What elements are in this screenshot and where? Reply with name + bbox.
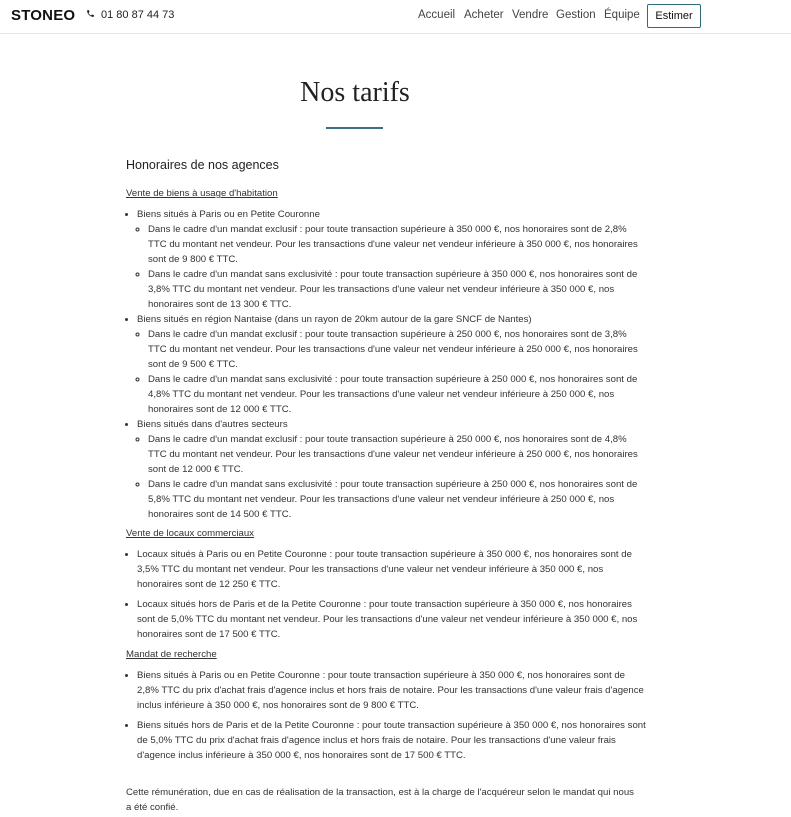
nav-acheter[interactable]: Acheter — [464, 9, 504, 21]
recherche-heading: Mandat de recherche — [126, 649, 217, 660]
nav-equipe[interactable]: Équipe — [604, 9, 640, 21]
group-label: Biens situés dans d'autres secteurs — [137, 419, 288, 430]
commerciaux-list — [137, 547, 646, 642]
list-item: ◦ Dans le cadre d'un mandat exclusif : pour toute transaction supérieure à 250 000 €, nos honoraires sont de 3,8% TTC du montant net vendeur. Pour les transactions d'une valeur net vendeur inférieure à 250 000 €, nos honoraires sont de 9 500 € TTC. — [148, 327, 646, 372]
nav-vendre[interactable]: Vendre — [512, 9, 549, 21]
commerciaux-heading: Vente de locaux commerciaux — [126, 528, 254, 539]
list-item: ◦ Dans le cadre d'un mandat exclusif : pour toute transaction supérieure à 350 000 €, nos honoraires sont de 2,8% TTC du montant net vendeur. Pour les transactions d'une valeur net vendeur inférieure à 350 000 €, nos honoraires sont de 9 800 € TTC. — [148, 222, 646, 267]
site-header — [0, 0, 791, 34]
list-item: • Locaux situés à Paris ou en Petite Couronne : pour toute transaction supérieure à 350 000 €, nos honoraires sont de 3,5% TTC du montant net vendeur. Pour les transactions d'une valeur net vendeur inférieure à 350 000 €, nos honoraires sont de 12 250 € TTC. — [137, 547, 646, 592]
page-title: Nos tarifs — [300, 77, 410, 108]
list-item — [137, 417, 646, 522]
habitation-heading: Vente de biens à usage d'habitation — [126, 188, 278, 199]
footer-note: Cette rémunération, due en cas de réalisation de la transaction, est à la charge de l'acquéreur selon le mandat qui nous a été confié. — [126, 787, 634, 813]
section-title: Honoraires de nos agences — [126, 158, 279, 172]
group-label: Biens situés en région Nantaise (dans un rayon de 20km autour de la gare SNCF de Nantes) — [137, 314, 532, 325]
recherche-list — [137, 668, 646, 763]
list-item: ◦ Dans le cadre d'un mandat sans exclusivité : pour toute transaction supérieure à 250 000 €, nos honoraires sont de 4,8% TTC du montant net vendeur. Pour les transactions d'une valeur net vendeur inférieure à 250 000 €, nos honoraires sont de 12 000 € TTC. — [148, 372, 646, 417]
estimer-button[interactable]: Estimer — [647, 4, 701, 28]
list-item: ◦ Dans le cadre d'un mandat sans exclusivité : pour toute transaction supérieure à 350 000 €, nos honoraires sont de 3,8% TTC du montant net vendeur. Pour les transactions d'une valeur net vendeur inférieure à 350 000 €, nos honoraires sont de 13 300 € TTC. — [148, 267, 646, 312]
title-divider — [326, 127, 383, 129]
group-label: Biens situés à Paris ou en Petite Couronne — [137, 209, 320, 220]
nav-accueil[interactable]: Accueil — [418, 9, 456, 21]
list-item — [137, 207, 646, 312]
site-logo[interactable]: STONEO — [11, 7, 76, 24]
tarifs-content — [126, 157, 646, 815]
phone-number: 01 80 87 44 73 — [101, 9, 175, 21]
phone-icon — [86, 9, 95, 21]
list-item: • Biens situés hors de Paris et de la Petite Couronne : pour toute transaction supérieure à 350 000 €, nos honoraires sont de 5,0% TTC du prix d'achat frais d'agence inclus et hors frais de notaire. Pour les transactions d'une valeur frais d'agence inclus inférieure à 350 000 €, nos honoraires sont de 17 500 € TTC. — [137, 718, 646, 763]
list-item: ◦ Dans le cadre d'un mandat sans exclusivité : pour toute transaction supérieure à 250 000 €, nos honoraires sont de 5,8% TTC du montant net vendeur. Pour les transactions d'une valeur net vendeur inférieure à 250 000 €, nos honoraires sont de 14 500 € TTC. — [148, 477, 646, 522]
nav-gestion[interactable]: Gestion — [556, 9, 596, 21]
habitation-list — [137, 207, 646, 522]
list-item: • Biens situés à Paris ou en Petite Couronne : pour toute transaction supérieure à 350 000 €, nos honoraires sont de 2,8% TTC du prix d'achat frais d'agence inclus et hors frais de notaire. Pour les transactions d'une valeur frais d'agence inclus inférieure à 350 000 €, nos honoraires sont de 9 800 € TTC. — [137, 668, 646, 713]
phone-contact[interactable] — [86, 9, 174, 21]
list-item: • Locaux situés hors de Paris et de la Petite Couronne : pour toute transaction supérieure à 350 000 €, nos honoraires sont de 5,0% TTC du montant net vendeur. Pour les transactions d'une valeur net vendeur inférieure à 350 000 €, nos honoraires sont de 17 500 € TTC. — [137, 597, 646, 642]
list-item: ◦ Dans le cadre d'un mandat exclusif : pour toute transaction supérieure à 250 000 €, nos honoraires sont de 4,8% TTC du montant net vendeur. Pour les transactions d'une valeur net vendeur inférieure à 250 000 €, nos honoraires sont de 12 000 € TTC. — [148, 432, 646, 477]
list-item — [137, 312, 646, 417]
